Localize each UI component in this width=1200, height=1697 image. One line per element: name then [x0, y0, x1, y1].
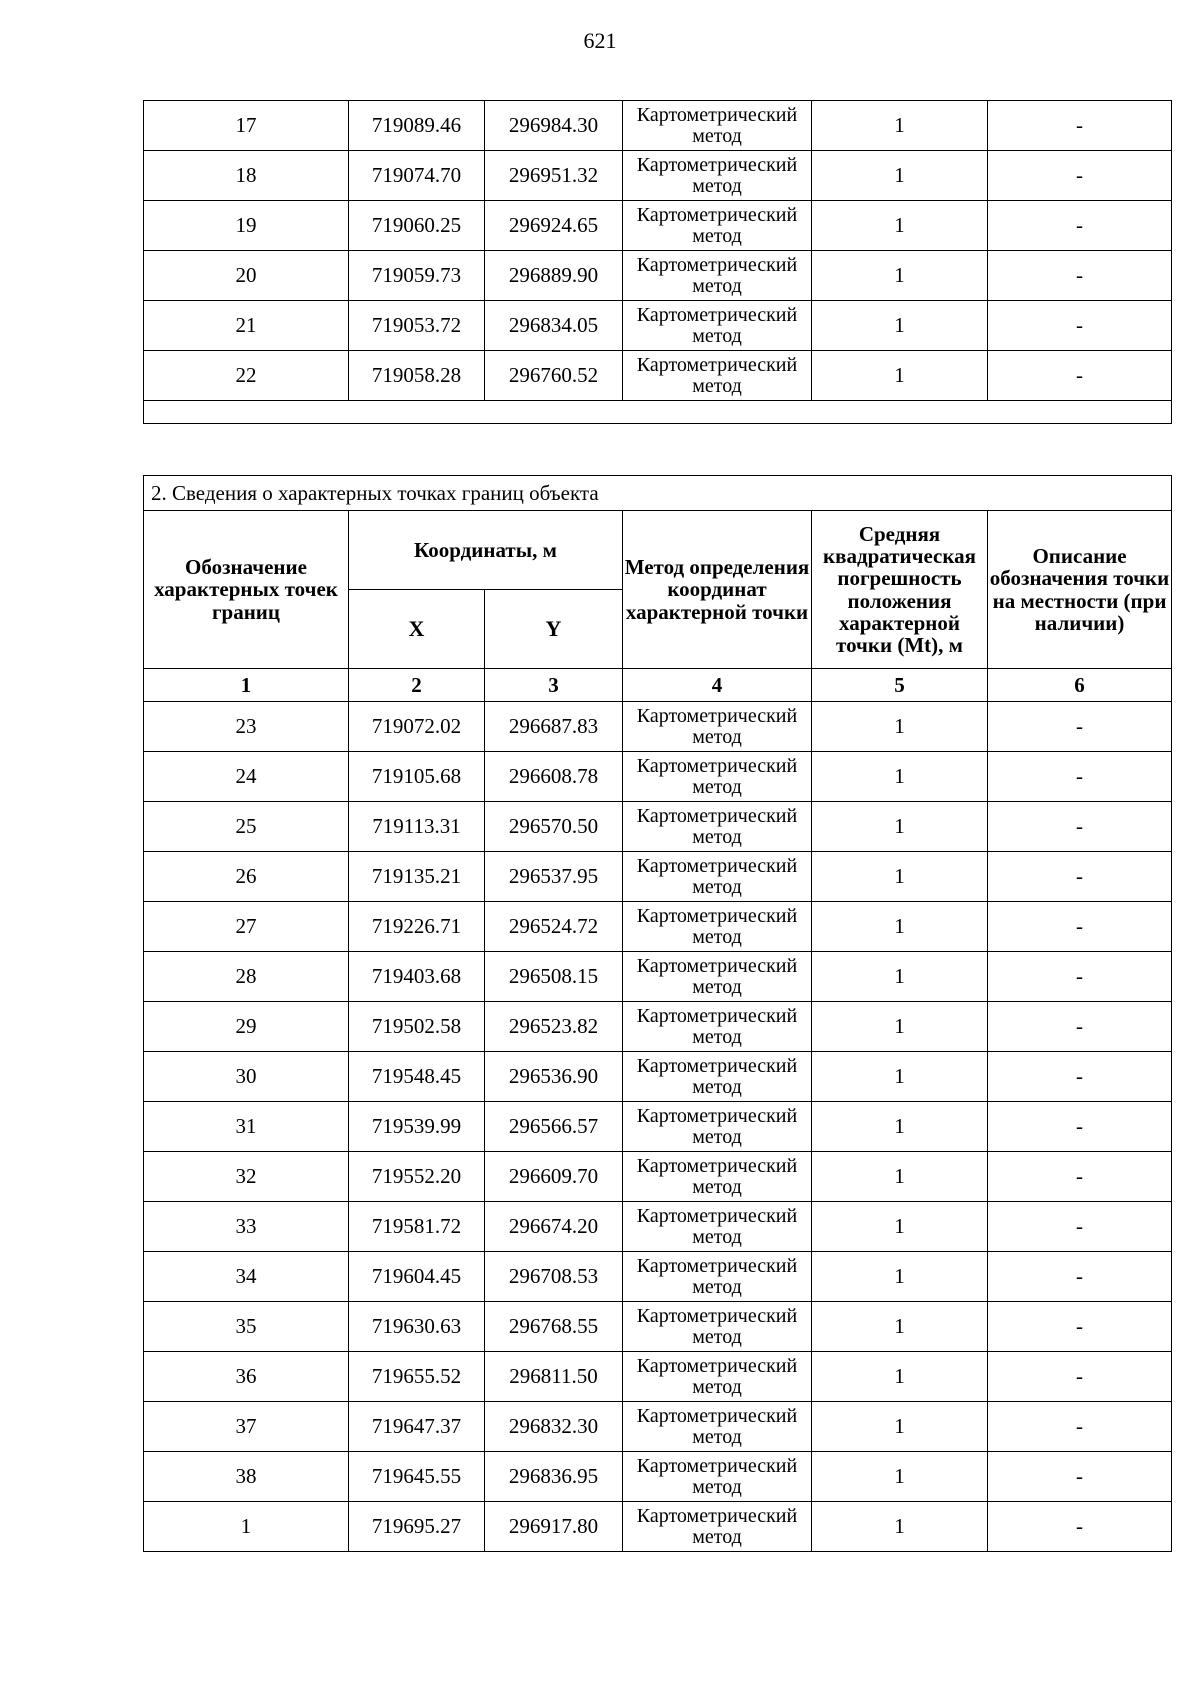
table-row — [144, 852, 1172, 902]
cell-method — [623, 1202, 812, 1252]
cell-point: 37 — [144, 1402, 349, 1452]
column-number: 6 — [988, 669, 1172, 702]
table-row — [144, 1502, 1172, 1552]
cell-y: 296768.55 — [485, 1302, 623, 1352]
column-number: 3 — [485, 669, 623, 702]
method-line: метод — [692, 1125, 742, 1148]
cell-accuracy: 1 — [812, 1052, 988, 1102]
header-y: Y — [485, 590, 623, 669]
cell-x: 719053.72 — [349, 301, 485, 351]
cell-accuracy: 1 — [812, 952, 988, 1002]
cell-method — [623, 902, 812, 952]
column-number: 1 — [144, 669, 349, 702]
cell-method — [623, 1452, 812, 1502]
table-row — [144, 1352, 1172, 1402]
page-number: 621 — [583, 28, 617, 53]
table-row — [144, 1302, 1172, 1352]
cell-point: 38 — [144, 1452, 349, 1502]
cell-point: 26 — [144, 852, 349, 902]
cell-accuracy: 1 — [812, 1502, 988, 1552]
method-line: Картометрический — [636, 103, 798, 126]
cell-accuracy: 1 — [812, 752, 988, 802]
cell-accuracy: 1 — [812, 201, 988, 251]
table-row — [144, 702, 1172, 752]
method-line: метод — [692, 875, 742, 898]
cell-point: 18 — [144, 151, 349, 201]
cell-description: - — [988, 1002, 1172, 1052]
cell-accuracy: 1 — [812, 351, 988, 401]
method-line: метод — [692, 1325, 742, 1348]
table2-body — [144, 702, 1172, 1552]
cell-point: 17 — [144, 101, 349, 151]
table-row — [144, 1052, 1172, 1102]
cell-method — [623, 301, 812, 351]
method-line: метод — [692, 1425, 742, 1448]
cell-accuracy: 1 — [812, 1002, 988, 1052]
cell-point: 22 — [144, 351, 349, 401]
cell-accuracy: 1 — [812, 1202, 988, 1252]
method-line: Картометрический — [636, 1504, 798, 1527]
method-line: метод — [692, 1225, 742, 1248]
cell-method — [623, 251, 812, 301]
cell-point: 21 — [144, 301, 349, 351]
cell-description: - — [988, 1502, 1172, 1552]
table-row — [144, 1402, 1172, 1452]
cell-point: 29 — [144, 1002, 349, 1052]
table-row — [144, 201, 1172, 251]
method-line: метод — [692, 775, 742, 798]
cell-x: 719645.55 — [349, 1452, 485, 1502]
cell-y: 296609.70 — [485, 1152, 623, 1202]
cell-description: - — [988, 702, 1172, 752]
cell-point: 23 — [144, 702, 349, 752]
cell-x: 719403.68 — [349, 952, 485, 1002]
cell-description: - — [988, 952, 1172, 1002]
method-line: метод — [692, 1375, 742, 1398]
table-row — [144, 1452, 1172, 1502]
cell-accuracy: 1 — [812, 852, 988, 902]
method-line: Картометрический — [636, 854, 798, 877]
cell-y: 296834.05 — [485, 301, 623, 351]
table-row — [144, 351, 1172, 401]
section-title: 2. Сведения о характерных точках границ объекта — [144, 476, 1172, 511]
cell-y: 296951.32 — [485, 151, 623, 201]
cell-point: 30 — [144, 1052, 349, 1102]
method-line: метод — [692, 1025, 742, 1048]
cell-accuracy: 1 — [812, 101, 988, 151]
method-line: метод — [692, 124, 742, 147]
method-line: метод — [692, 324, 742, 347]
method-line: Картометрический — [636, 904, 798, 927]
cell-method — [623, 1302, 812, 1352]
cell-description: - — [988, 1102, 1172, 1152]
cell-y: 296832.30 — [485, 1402, 623, 1452]
table-row — [144, 952, 1172, 1002]
header-description: Описание обозначения точки на местности (при наличии) — [988, 511, 1172, 669]
column-number: 4 — [623, 669, 812, 702]
cell-y: 296566.57 — [485, 1102, 623, 1152]
cell-accuracy: 1 — [812, 251, 988, 301]
table-row — [144, 301, 1172, 351]
table-row — [144, 1202, 1172, 1252]
cell-point: 32 — [144, 1152, 349, 1202]
cell-method — [623, 1502, 812, 1552]
method-line: Картометрический — [636, 253, 798, 276]
cell-description: - — [988, 1452, 1172, 1502]
cell-x: 719604.45 — [349, 1252, 485, 1302]
cell-description: - — [988, 752, 1172, 802]
method-line: Картометрический — [636, 203, 798, 226]
cell-accuracy: 1 — [812, 1452, 988, 1502]
cell-accuracy: 1 — [812, 1402, 988, 1452]
method-line: Картометрический — [636, 704, 798, 727]
header-x: X — [349, 590, 485, 669]
cell-x: 719059.73 — [349, 251, 485, 301]
cell-method — [623, 802, 812, 852]
cell-y: 296508.15 — [485, 952, 623, 1002]
cell-description: - — [988, 251, 1172, 301]
table-row — [144, 802, 1172, 852]
cell-x: 719655.52 — [349, 1352, 485, 1402]
cell-point: 31 — [144, 1102, 349, 1152]
cell-y: 296924.65 — [485, 201, 623, 251]
cell-method — [623, 1352, 812, 1402]
table-row — [144, 1152, 1172, 1202]
table1-body — [144, 101, 1172, 424]
cell-y: 296811.50 — [485, 1352, 623, 1402]
table-row — [144, 1002, 1172, 1052]
method-line: метод — [692, 825, 742, 848]
cell-point: 27 — [144, 902, 349, 952]
cell-method — [623, 1002, 812, 1052]
cell-description: - — [988, 1052, 1172, 1102]
table-row — [144, 1102, 1172, 1152]
method-line: Картометрический — [636, 1154, 798, 1177]
cell-method — [623, 1252, 812, 1302]
cell-x: 719548.45 — [349, 1052, 485, 1102]
cell-accuracy: 1 — [812, 902, 988, 952]
cell-x: 719113.31 — [349, 802, 485, 852]
cell-point: 36 — [144, 1352, 349, 1402]
method-line: Картометрический — [636, 303, 798, 326]
method-line: метод — [692, 1075, 742, 1098]
cell-x: 719135.21 — [349, 852, 485, 902]
cell-x: 719695.27 — [349, 1502, 485, 1552]
cell-description: - — [988, 351, 1172, 401]
cell-x: 719105.68 — [349, 752, 485, 802]
table-row — [144, 101, 1172, 151]
method-line: метод — [692, 1175, 742, 1198]
method-line: Картометрический — [636, 1254, 798, 1277]
cell-point: 19 — [144, 201, 349, 251]
empty-row — [144, 401, 1172, 424]
cell-y: 296760.52 — [485, 351, 623, 401]
column-numbers-row — [144, 669, 1172, 702]
cell-accuracy: 1 — [812, 1252, 988, 1302]
cell-method — [623, 702, 812, 752]
cell-y: 296570.50 — [485, 802, 623, 852]
method-line: метод — [692, 725, 742, 748]
table-row — [144, 902, 1172, 952]
method-line: метод — [692, 224, 742, 247]
method-line: Картометрический — [636, 1204, 798, 1227]
cell-x: 719552.20 — [349, 1152, 485, 1202]
cell-accuracy: 1 — [812, 1102, 988, 1152]
cell-point: 24 — [144, 752, 349, 802]
cell-x: 719630.63 — [349, 1302, 485, 1352]
cell-description: - — [988, 1202, 1172, 1252]
method-line: Картометрический — [636, 1404, 798, 1427]
cell-method — [623, 1102, 812, 1152]
header-designation: Обозначение характерных точек границ — [144, 511, 349, 669]
cell-method — [623, 1402, 812, 1452]
method-line: Картометрический — [636, 1304, 798, 1327]
cell-point: 1 — [144, 1502, 349, 1552]
method-line: метод — [692, 1475, 742, 1498]
cell-method — [623, 852, 812, 902]
method-line: Картометрический — [636, 804, 798, 827]
method-line: метод — [692, 975, 742, 998]
column-number: 5 — [812, 669, 988, 702]
method-line: Картометрический — [636, 353, 798, 376]
cell-x: 719072.02 — [349, 702, 485, 752]
cell-x: 719581.72 — [349, 1202, 485, 1252]
boundary-points-table — [143, 475, 1172, 1552]
cell-accuracy: 1 — [812, 702, 988, 752]
cell-x: 719089.46 — [349, 101, 485, 151]
cell-point: 28 — [144, 952, 349, 1002]
boundary-points-table-continued — [143, 100, 1172, 424]
table-row — [144, 251, 1172, 301]
header-method: Метод определения координат характерной точки — [623, 511, 812, 669]
cell-y: 296524.72 — [485, 902, 623, 952]
cell-accuracy: 1 — [812, 802, 988, 852]
cell-method — [623, 101, 812, 151]
method-line: метод — [692, 274, 742, 297]
cell-accuracy: 1 — [812, 151, 988, 201]
cell-method — [623, 1152, 812, 1202]
cell-method — [623, 952, 812, 1002]
cell-accuracy: 1 — [812, 1152, 988, 1202]
cell-y: 296889.90 — [485, 251, 623, 301]
method-line: Картометрический — [636, 153, 798, 176]
table-row — [144, 151, 1172, 201]
method-line: Картометрический — [636, 1004, 798, 1027]
method-line: Картометрический — [636, 1454, 798, 1477]
cell-x: 719539.99 — [349, 1102, 485, 1152]
cell-description: - — [988, 151, 1172, 201]
cell-point: 25 — [144, 802, 349, 852]
method-line: Картометрический — [636, 1054, 798, 1077]
cell-method — [623, 201, 812, 251]
method-line: Картометрический — [636, 954, 798, 977]
cell-method — [623, 752, 812, 802]
cell-point: 34 — [144, 1252, 349, 1302]
cell-description: - — [988, 902, 1172, 952]
cell-x: 719647.37 — [349, 1402, 485, 1452]
cell-description: - — [988, 802, 1172, 852]
method-line: Картометрический — [636, 754, 798, 777]
cell-description: - — [988, 1152, 1172, 1202]
cell-y: 296687.83 — [485, 702, 623, 752]
cell-description: - — [988, 101, 1172, 151]
cell-description: - — [988, 301, 1172, 351]
method-line: метод — [692, 174, 742, 197]
cell-x: 719058.28 — [349, 351, 485, 401]
cell-y: 296537.95 — [485, 852, 623, 902]
cell-x: 719060.25 — [349, 201, 485, 251]
cell-description: - — [988, 1352, 1172, 1402]
cell-description: - — [988, 852, 1172, 902]
method-line: Картометрический — [636, 1104, 798, 1127]
cell-y: 296536.90 — [485, 1052, 623, 1102]
empty-cell — [144, 401, 1172, 424]
cell-x: 719502.58 — [349, 1002, 485, 1052]
cell-x: 719074.70 — [349, 151, 485, 201]
table-row — [144, 752, 1172, 802]
method-line: метод — [692, 925, 742, 948]
cell-y: 296608.78 — [485, 752, 623, 802]
cell-method — [623, 351, 812, 401]
column-number: 2 — [349, 669, 485, 702]
cell-y: 296836.95 — [485, 1452, 623, 1502]
cell-point: 35 — [144, 1302, 349, 1352]
header-coordinates: Координаты, м — [349, 511, 623, 590]
cell-y: 296523.82 — [485, 1002, 623, 1052]
cell-description: - — [988, 1302, 1172, 1352]
header-accuracy: Средняя квадратическая погрешность положения характерной точки (Mt), м — [812, 511, 988, 669]
cell-accuracy: 1 — [812, 1302, 988, 1352]
cell-y: 296674.20 — [485, 1202, 623, 1252]
method-line: метод — [692, 1525, 742, 1548]
cell-x: 719226.71 — [349, 902, 485, 952]
cell-description: - — [988, 201, 1172, 251]
method-line: метод — [692, 1275, 742, 1298]
cell-y: 296984.30 — [485, 101, 623, 151]
cell-description: - — [988, 1402, 1172, 1452]
table-row — [144, 1252, 1172, 1302]
cell-y: 296708.53 — [485, 1252, 623, 1302]
cell-y: 296917.80 — [485, 1502, 623, 1552]
method-line: метод — [692, 374, 742, 397]
cell-point: 20 — [144, 251, 349, 301]
method-line: Картометрический — [636, 1354, 798, 1377]
cell-accuracy: 1 — [812, 1352, 988, 1402]
cell-method — [623, 1052, 812, 1102]
cell-description: - — [988, 1252, 1172, 1302]
cell-point: 33 — [144, 1202, 349, 1252]
cell-accuracy: 1 — [812, 301, 988, 351]
cell-method — [623, 151, 812, 201]
